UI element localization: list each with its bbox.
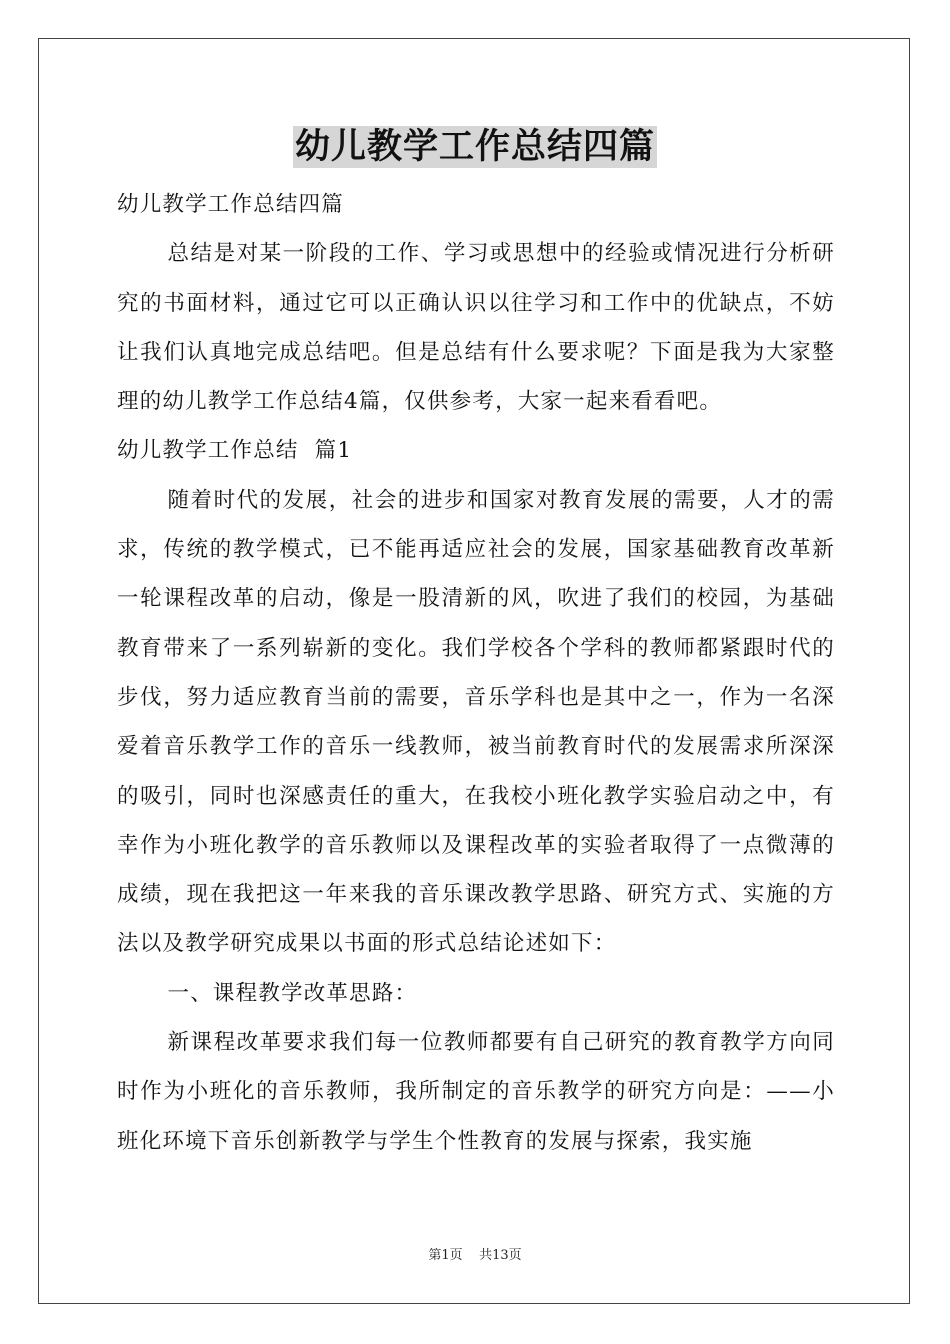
document-body bbox=[117, 180, 835, 1166]
document-subtitle: 幼儿教学工作总结四篇 bbox=[117, 192, 345, 217]
title-container bbox=[0, 126, 950, 168]
intro-paragraph: 总结是对某一阶段的工作、学习或思想中的经验或情况进行分析研究的书面材料，通过它可以正确认识以往学习和工作中的优缺点，不妨让我们认真地完成总结吧。但是总结有什么要求呢？下面是我为大家整理的幼儿教学工作总结4篇，仅供参考，大家一起来看看吧。 bbox=[117, 241, 835, 415]
document-title: 幼儿教学工作总结四篇 bbox=[294, 127, 655, 167]
body-paragraph-2: 新课程改革要求我们每一位教师都要有自己研究的教育教学方向同时作为小班化的音乐教师，我所制定的音乐教学的研究方向是：——小班化环境下音乐创新教学与学生个性教育的发展与探索，我实施 bbox=[117, 1030, 835, 1154]
subheading-1: 一、课程教学改革思路： bbox=[167, 980, 418, 1006]
page-number-footer: 第1页 共13页 bbox=[428, 1248, 522, 1263]
body-paragraph-1: 随着时代的发展，社会的进步和国家对教育发展的需要，人才的需求，传统的教学模式，已不能再适应社会的发展，国家基础教育改革新一轮课程改革的启动，像是一股清新的风，吹进了我们的校园，为基础教育带来了一系列崭新的变化。我们学校各个学科的教师都紧跟时代的步伐，努力适应教育当前的需要，音乐学科也是其中之一，作为一名深爱着音乐教学工作的音乐一线教师，被当前教育时代的发展需求所深深的吸引，同时也深感责任的重大，在我校小班化教学实验启动之中，有幸作为小班化教学的音乐教师以及课程改革的实验者取得了一点微薄的成绩，现在我把这一年来我的音乐课改教学思路、研究方式、实施的方法以及教学研究成果以书面的形式总结论述如下： bbox=[117, 487, 835, 957]
section-heading: 幼儿教学工作总结 篇1 bbox=[117, 438, 353, 464]
